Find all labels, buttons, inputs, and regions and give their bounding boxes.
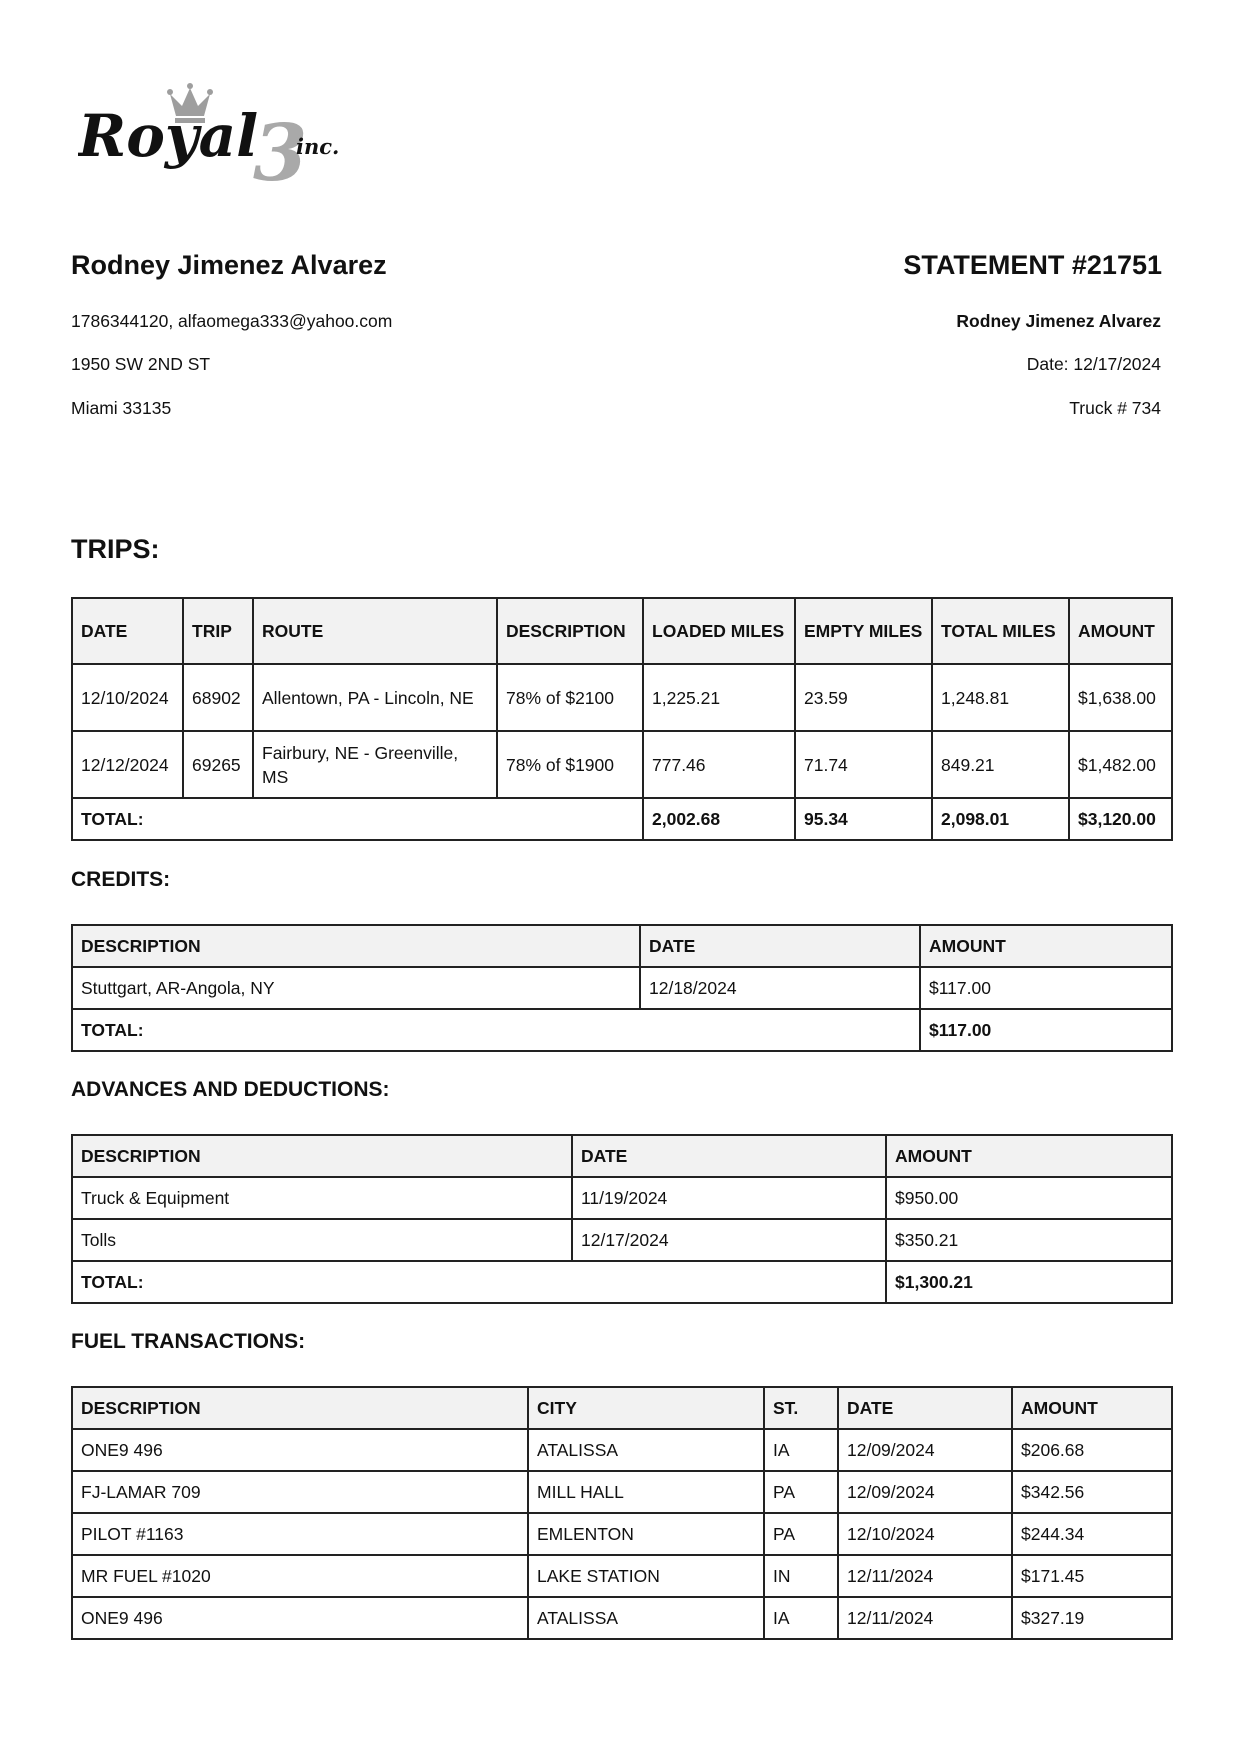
cell: PA	[764, 1513, 838, 1555]
driver-contact: 1786344120, alfaomega333@yahoo.com	[71, 311, 393, 331]
cell: IN	[764, 1555, 838, 1597]
cell: 777.46	[643, 731, 795, 798]
col-header: AMOUNT	[886, 1135, 1172, 1177]
col-header: ST.	[764, 1387, 838, 1429]
cell: Allentown, PA - Lincoln, NE	[253, 664, 497, 731]
col-header: DATE	[72, 598, 183, 664]
cell: ONE9 496	[72, 1429, 528, 1471]
cell: LAKE STATION	[528, 1555, 764, 1597]
cell: 69265	[183, 731, 253, 798]
cell: 12/12/2024	[72, 731, 183, 798]
col-header: DESCRIPTION	[497, 598, 643, 664]
driver-city: Miami 33135	[71, 398, 172, 418]
col-header: DATE	[838, 1387, 1012, 1429]
cell: 12/09/2024	[838, 1471, 1012, 1513]
cell: $1,638.00	[1069, 664, 1172, 731]
statement-truck: Truck # 734	[1069, 398, 1161, 418]
cell: IA	[764, 1597, 838, 1639]
total-empty: 95.34	[795, 798, 932, 840]
cell: ATALISSA	[528, 1429, 764, 1471]
table-row	[72, 731, 1172, 798]
col-header: AMOUNT	[1012, 1387, 1172, 1429]
credits-table	[71, 924, 1173, 1052]
cell: 78% of $2100	[497, 664, 643, 731]
table-row	[72, 1597, 1172, 1639]
col-header: DESCRIPTION	[72, 1387, 528, 1429]
total-label: TOTAL:	[72, 1261, 886, 1303]
col-header: CITY	[528, 1387, 764, 1429]
cell: 12/09/2024	[838, 1429, 1012, 1471]
col-header: TRIP	[183, 598, 253, 664]
cell: 68902	[183, 664, 253, 731]
table-row	[72, 1555, 1172, 1597]
cell: Truck & Equipment	[72, 1177, 572, 1219]
cell: 849.21	[932, 731, 1069, 798]
cell: PILOT #1163	[72, 1513, 528, 1555]
cell: 78% of $1900	[497, 731, 643, 798]
col-header: ROUTE	[253, 598, 497, 664]
table-header-row	[72, 598, 1172, 664]
cell: MILL HALL	[528, 1471, 764, 1513]
total-amount: $117.00	[920, 1009, 1172, 1051]
table-row	[72, 1513, 1172, 1555]
company-logo	[78, 78, 388, 190]
statement-date: Date: 12/17/2024	[1026, 354, 1161, 374]
table-total-row	[72, 1009, 1172, 1051]
cell: 12/11/2024	[838, 1597, 1012, 1639]
cell: $244.34	[1012, 1513, 1172, 1555]
trips-table	[71, 597, 1173, 841]
advances-heading: ADVANCES AND DEDUCTIONS:	[71, 1078, 390, 1101]
cell: 1,248.81	[932, 664, 1069, 731]
table-total-row	[72, 798, 1172, 840]
cell: MR FUEL #1020	[72, 1555, 528, 1597]
table-row	[72, 1177, 1172, 1219]
cell: Stuttgart, AR-Angola, NY	[72, 967, 640, 1009]
cell: $342.56	[1012, 1471, 1172, 1513]
table-row	[72, 1429, 1172, 1471]
cell: ATALISSA	[528, 1597, 764, 1639]
table-row	[72, 1471, 1172, 1513]
cell: 23.59	[795, 664, 932, 731]
cell: $171.45	[1012, 1555, 1172, 1597]
trips-heading: TRIPS:	[71, 534, 160, 564]
credits-heading: CREDITS:	[71, 868, 171, 891]
cell: 12/10/2024	[72, 664, 183, 731]
cell: 12/10/2024	[838, 1513, 1012, 1555]
col-header: TOTAL MILES	[932, 598, 1069, 664]
col-header: DESCRIPTION	[72, 925, 640, 967]
cell: $1,482.00	[1069, 731, 1172, 798]
table-row	[72, 664, 1172, 731]
fuel-table	[71, 1386, 1173, 1640]
cell: PA	[764, 1471, 838, 1513]
col-header: LOADED MILES	[643, 598, 795, 664]
col-header: DESCRIPTION	[72, 1135, 572, 1177]
cell: 12/18/2024	[640, 967, 920, 1009]
driver-address: 1950 SW 2ND ST	[71, 354, 211, 374]
cell: $350.21	[886, 1219, 1172, 1261]
col-header: AMOUNT	[1069, 598, 1172, 664]
cell: EMLENTON	[528, 1513, 764, 1555]
driver-name: Rodney Jimenez Alvarez	[71, 250, 387, 280]
cell: ONE9 496	[72, 1597, 528, 1639]
table-row	[72, 967, 1172, 1009]
cell: $117.00	[920, 967, 1172, 1009]
cell: 71.74	[795, 731, 932, 798]
total-loaded: 2,002.68	[643, 798, 795, 840]
logo-number: 3	[253, 108, 308, 190]
table-header-row	[72, 1387, 1172, 1429]
col-header: DATE	[572, 1135, 886, 1177]
cell: $206.68	[1012, 1429, 1172, 1471]
table-header-row	[72, 925, 1172, 967]
cell: IA	[764, 1429, 838, 1471]
cell: 12/11/2024	[838, 1555, 1012, 1597]
cell: $950.00	[886, 1177, 1172, 1219]
logo-suffix: inc.	[296, 134, 340, 159]
total-amount: $3,120.00	[1069, 798, 1172, 840]
cell: FJ-LAMAR 709	[72, 1471, 528, 1513]
cell: Fairbury, NE - Greenville, MS	[253, 731, 497, 798]
cell: 11/19/2024	[572, 1177, 886, 1219]
logo-wordmark: Royal	[78, 102, 259, 170]
fuel-heading: FUEL TRANSACTIONS:	[71, 1330, 306, 1353]
statement-title: STATEMENT #21751	[903, 250, 1162, 280]
cell: Tolls	[72, 1219, 572, 1261]
total-amount: $1,300.21	[886, 1261, 1172, 1303]
col-header: EMPTY MILES	[795, 598, 932, 664]
table-header-row	[72, 1135, 1172, 1177]
total-label: TOTAL:	[72, 1009, 920, 1051]
cell: 1,225.21	[643, 664, 795, 731]
table-row	[72, 1219, 1172, 1261]
col-header: AMOUNT	[920, 925, 1172, 967]
table-total-row	[72, 1261, 1172, 1303]
statement-name: Rodney Jimenez Alvarez	[956, 311, 1161, 331]
total-label: TOTAL:	[72, 798, 643, 840]
cell: $327.19	[1012, 1597, 1172, 1639]
advances-table	[71, 1134, 1173, 1304]
cell: 12/17/2024	[572, 1219, 886, 1261]
col-header: DATE	[640, 925, 920, 967]
total-miles: 2,098.01	[932, 798, 1069, 840]
